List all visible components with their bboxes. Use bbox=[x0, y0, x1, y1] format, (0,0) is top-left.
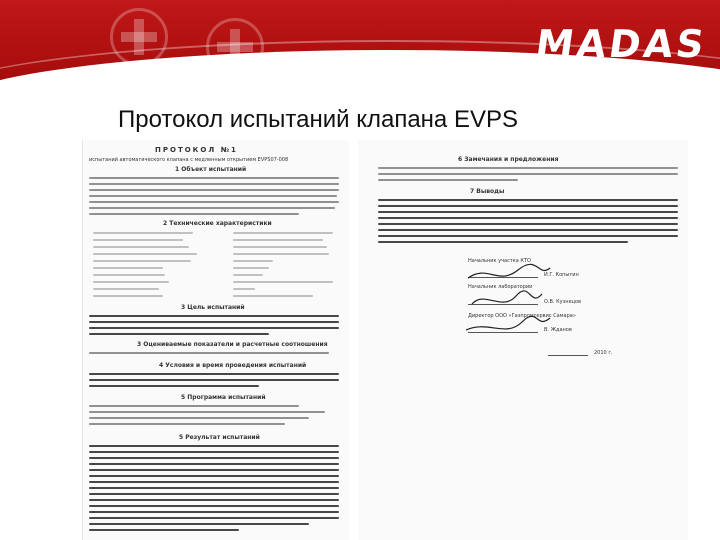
signature-date: 2010 г. bbox=[594, 350, 613, 356]
signature-title: Начальник лаборатории bbox=[468, 284, 533, 290]
signature-name: В. Жданов bbox=[544, 327, 572, 333]
signature-title: Директор ООО «Газпромсервис Самара» bbox=[468, 313, 576, 319]
protocol-subtitle: испытаний автоматического клапана с медленным открытием EVPS07-008 bbox=[89, 157, 289, 163]
header-banner bbox=[0, 0, 720, 100]
signature-name: И.Г. Копытин bbox=[544, 272, 579, 278]
madas-logo: MADAS bbox=[532, 22, 710, 66]
signature-name: О.В. Кузнецов bbox=[544, 299, 582, 305]
slide-title: Протокол испытаний клапана EVPS bbox=[118, 106, 518, 133]
section-heading: 1 Объект испытаний bbox=[175, 166, 247, 173]
section-heading: 5 Программа испытаний bbox=[181, 394, 266, 401]
section-heading: 3 Цель испытаний bbox=[181, 304, 245, 311]
signature-title: Начальник участка КТО bbox=[468, 258, 531, 264]
section-heading: 3 Оцениваемые показатели и расчетные соотношения bbox=[137, 341, 328, 348]
handwritten-signatures bbox=[458, 260, 578, 340]
protocol-title: ПРОТОКОЛ №1 bbox=[155, 146, 238, 154]
section-heading: 4 Условия и время проведения испытаний bbox=[159, 362, 307, 369]
protocol-page-right bbox=[358, 140, 688, 540]
section-heading: 5 Результат испытаний bbox=[179, 434, 260, 441]
section-heading: 7 Выводы bbox=[470, 188, 505, 195]
section-heading: 2 Технические характеристики bbox=[163, 220, 272, 227]
protocol-page-left bbox=[82, 140, 349, 540]
section-heading: 6 Замечания и предложения bbox=[458, 156, 559, 163]
